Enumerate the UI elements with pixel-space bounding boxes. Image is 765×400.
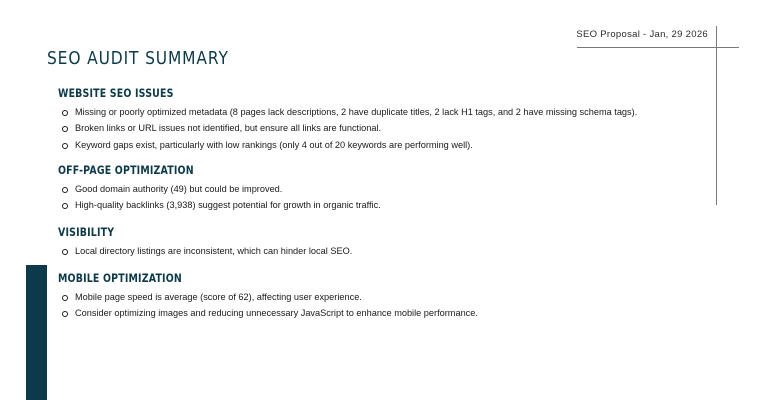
bullet-text: Good domain authority (49) but could be improved. — [75, 184, 283, 194]
bullet-text: Local directory listings are inconsistent, which can hinder local SEO. — [75, 246, 353, 256]
bullet-icon — [62, 203, 68, 209]
bullet-icon — [62, 126, 68, 132]
bullet-text: Consider optimizing images and reducing unnecessary JavaScript to enhance mobile performance. — [75, 308, 478, 319]
bullet-text: Keyword gaps exist, particularly with low rankings (only 4 out of 20 keywords are performing well). — [75, 139, 473, 150]
bullet-icon — [62, 143, 68, 149]
bullet-list-off-page-optimization — [62, 184, 381, 217]
bullet-icon — [62, 295, 68, 301]
list-item — [62, 308, 478, 324]
bullet-icon — [62, 110, 68, 116]
bullet-icon — [62, 187, 68, 193]
page-title: SEO AUDIT SUMMARY — [47, 48, 229, 69]
bullet-icon — [62, 249, 68, 255]
list-item — [62, 184, 381, 200]
bullet-text: Mobile page speed is average (score of 62), affecting user experience. — [75, 292, 362, 302]
bullet-text: High-quality backlinks (3,938) suggest potential for growth in organic traffic. — [75, 200, 381, 211]
list-item — [62, 107, 637, 123]
bullet-list-website-seo-issues — [62, 107, 637, 156]
section-heading-off-page-optimization: OFF-PAGE OPTIMIZATION — [58, 163, 194, 177]
list-item — [62, 200, 381, 216]
list-item — [62, 140, 637, 156]
accent-bar — [26, 265, 47, 400]
list-item — [62, 246, 352, 262]
section-heading-website-seo-issues: WEBSITE SEO ISSUES — [58, 86, 174, 100]
list-item — [62, 292, 478, 308]
section-heading-visibility: VISIBILITY — [58, 225, 115, 239]
bullet-text: Missing or poorly optimized metadata (8 pages lack descriptions, 2 have duplicate titles, 2 lack H1 tags, and 2 have missing schema tags). — [75, 107, 638, 117]
bullet-text: Broken links or URL issues not identified, but ensure all links are functional. — [75, 123, 382, 134]
section-heading-mobile-optimization: MOBILE OPTIMIZATION — [58, 271, 182, 285]
bullet-list-visibility — [62, 246, 352, 262]
header-meta: SEO Proposal - Jan, 29 2026 — [576, 29, 708, 40]
header-rule-horizontal — [577, 47, 739, 48]
list-item — [62, 123, 637, 139]
bullet-icon — [62, 311, 68, 317]
bullet-list-mobile-optimization — [62, 292, 478, 325]
header-rule-vertical — [716, 26, 717, 205]
